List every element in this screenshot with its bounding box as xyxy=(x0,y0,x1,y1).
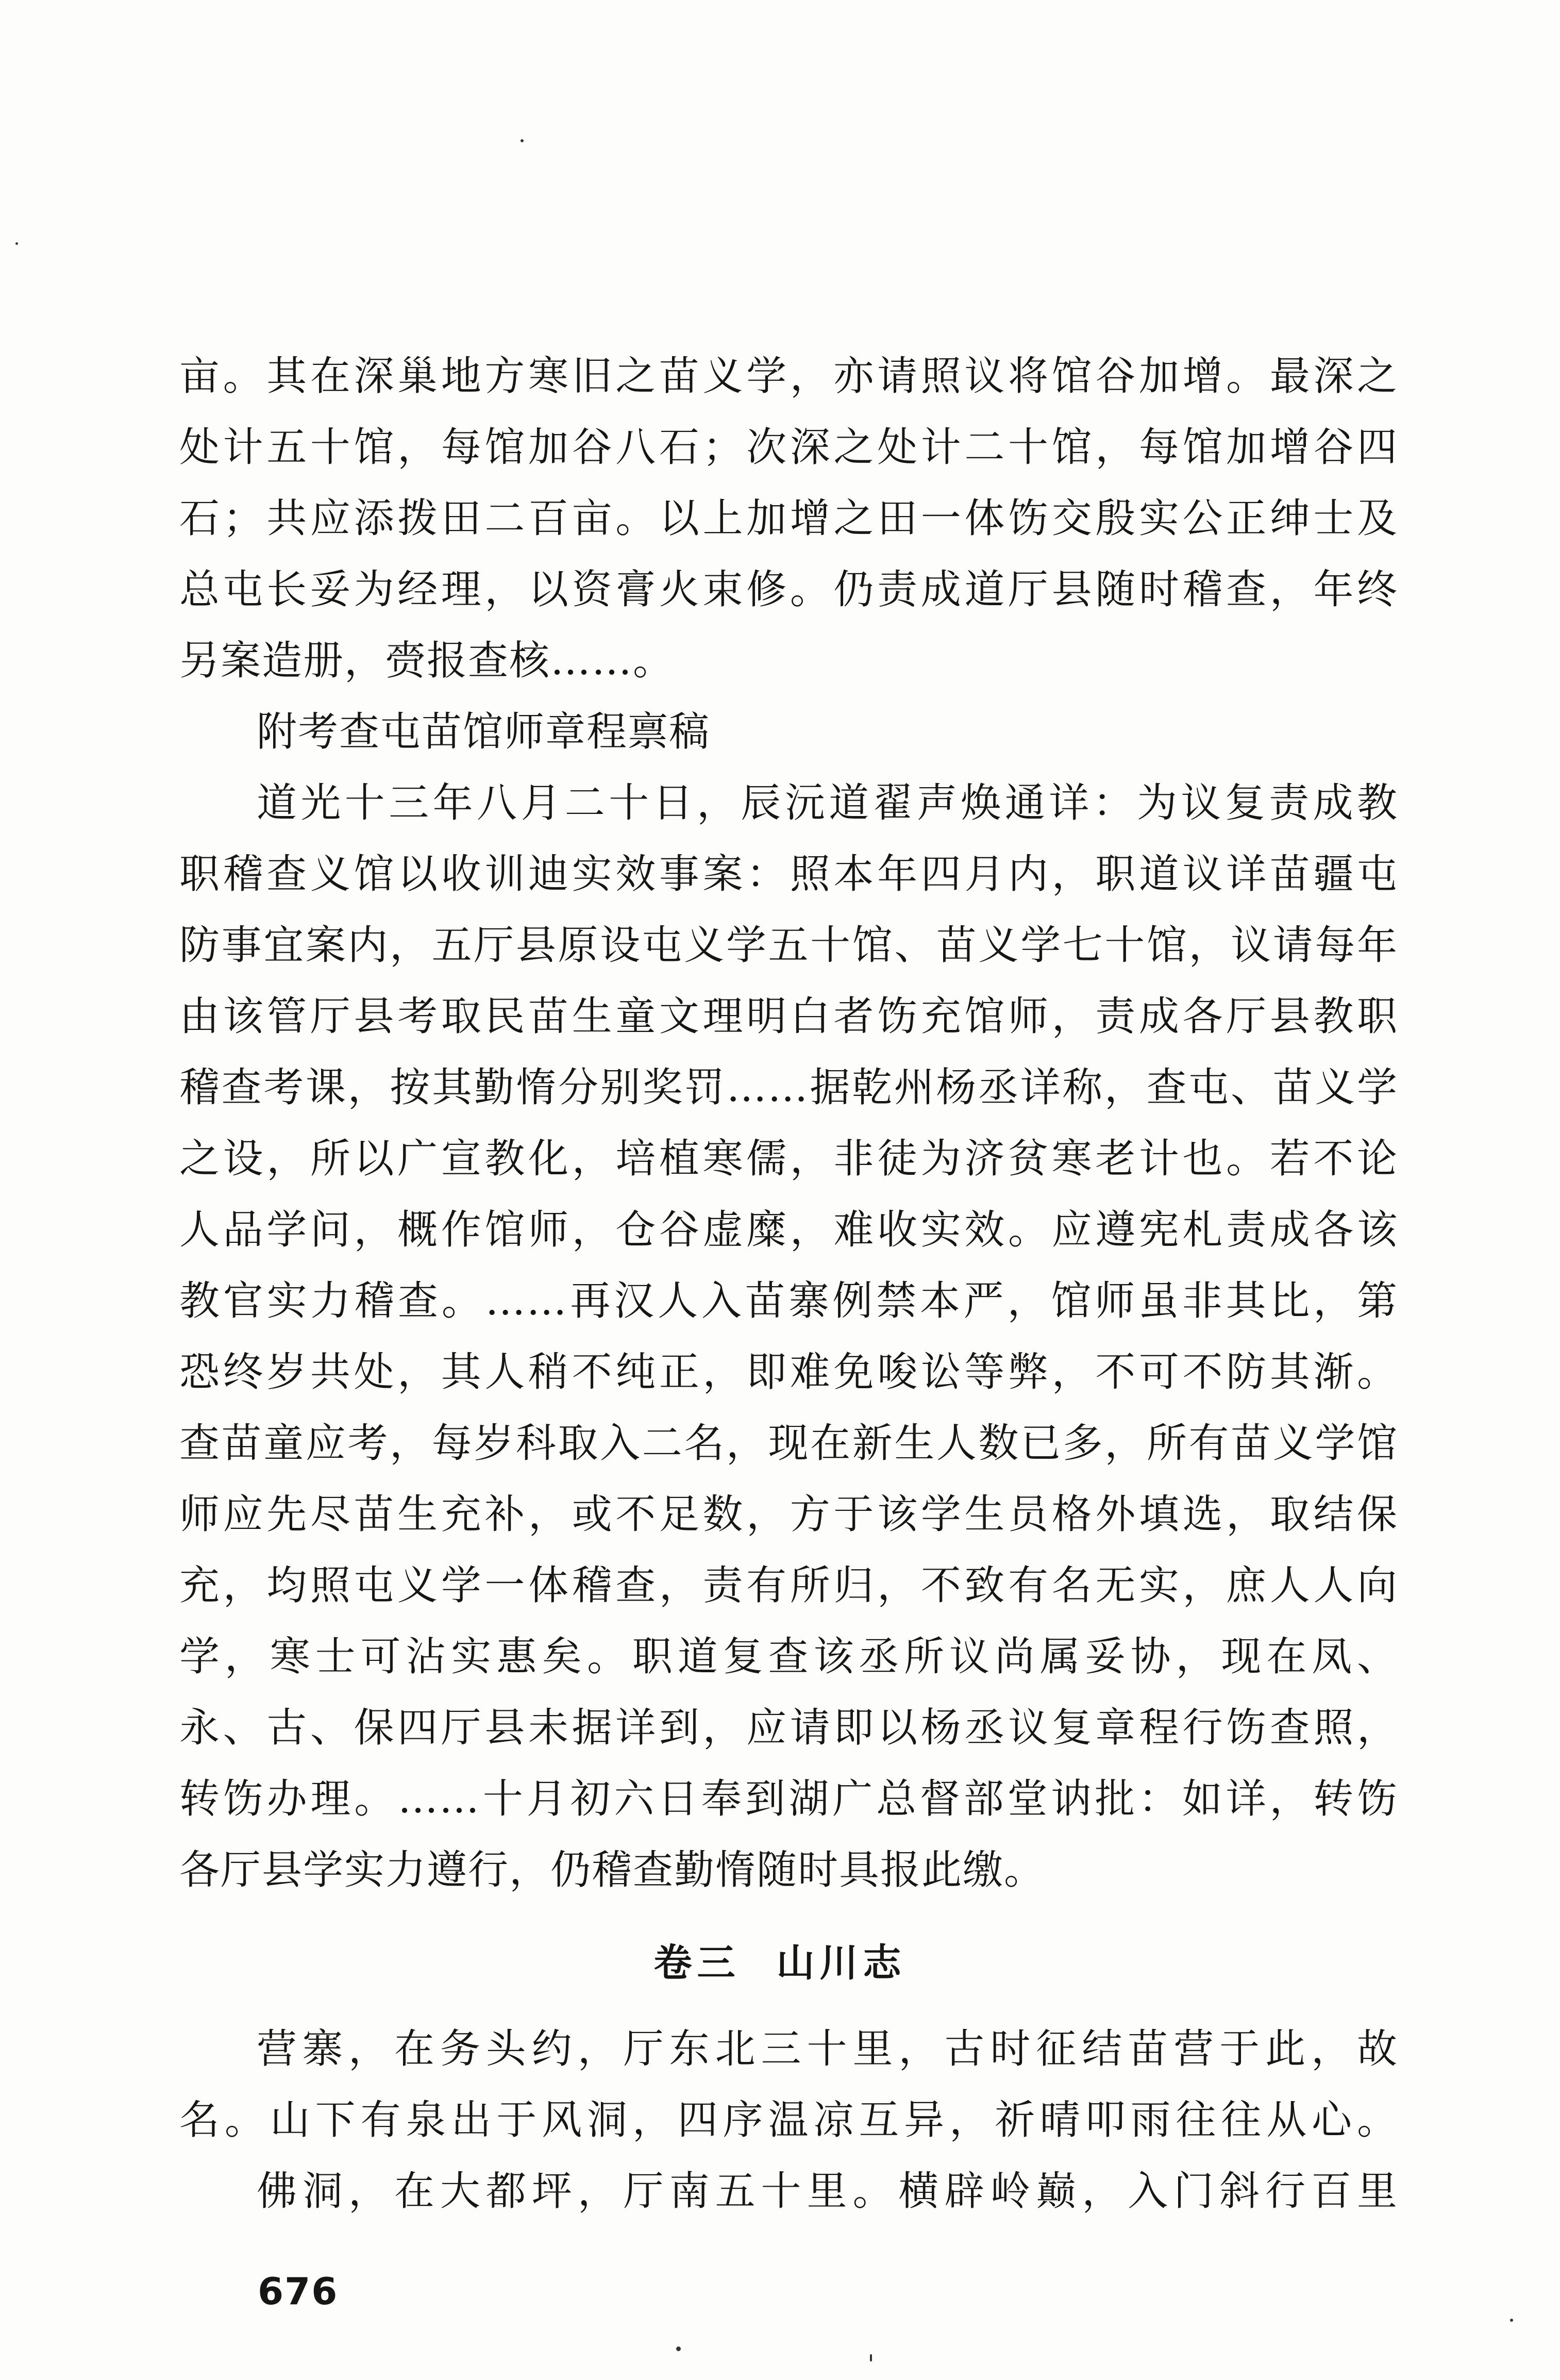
scan-speck xyxy=(676,2346,681,2351)
text-line: 亩。其在深巢地方寒旧之苗义学，亦请照议将馆谷加增。最深之 xyxy=(179,353,1398,400)
text-line: 处计五十馆，每馆加谷八石；次深之处计二十馆，每馆加增谷四 xyxy=(179,424,1398,471)
text-line: 之设，所以广宣教化，培植寒儒，非徒为济贫寒老计也。若不论 xyxy=(179,1136,1398,1182)
text-line: 人品学问，概作馆师，仓谷虚糜，难收实效。应遵宪札责成各该 xyxy=(179,1207,1398,1253)
scan-speck xyxy=(870,2354,872,2361)
scan-speck xyxy=(521,139,524,142)
text-line: 道光十三年八月二十日，辰沅道翟声焕通详：为议复责成教 xyxy=(257,780,1398,826)
text-line: 恐终岁共处，其人稍不纯正，即难免唆讼等弊，不可不防其渐。 xyxy=(179,1349,1398,1395)
section-heading xyxy=(0,1937,1560,1989)
subheading: 附考查屯苗馆师章程禀稿 xyxy=(257,709,711,755)
text-line: 营寨，在务头约，厅东北三十里，古时征结苗营于此，故 xyxy=(257,2026,1398,2072)
text-line: 各厅县学实力遵行，仍稽查勤惰随时具报此缴。 xyxy=(179,1847,1046,1893)
text-line: 由该管厅县考取民苗生童文理明白者饬充馆师，责成各厅县教职 xyxy=(179,993,1398,1040)
text-line: 永、古、保四厅县未据详到，应请即以杨丞议复章程行饬查照， xyxy=(179,1705,1398,1751)
text-line: 学，寒士可沾实惠矣。职道复查该丞所议尚属妥协，现在凤、 xyxy=(179,1634,1398,1680)
section-title: 山川志 xyxy=(776,1941,907,1985)
scan-speck xyxy=(15,242,18,245)
text-line: 查苗童应考，每岁科取入二名，现在新生人数已多，所有苗义学馆 xyxy=(179,1420,1398,1467)
page-number: 676 xyxy=(258,2270,339,2313)
section-volume: 卷三 xyxy=(653,1941,741,1985)
text-line: 教官实力稽查。……再汉人入苗寨例禁本严，馆师虽非其比，第 xyxy=(179,1278,1398,1324)
text-line: 名。山下有泉出于风洞，四序温凉互异，祈晴叩雨往往从心。 xyxy=(179,2097,1398,2143)
text-line: 另案造册，赍报查核……。 xyxy=(179,638,675,684)
text-line: 职稽查义馆以收训迪实效事案：照本年四月内，职道议详苗疆屯 xyxy=(179,851,1398,897)
text-line: 充，均照屯义学一体稽查，责有所归，不致有名无实，庶人人向 xyxy=(179,1562,1398,1609)
text-line: 转饬办理。……十月初六日奉到湖广总督部堂讷批：如详，转饬 xyxy=(179,1776,1398,1822)
text-line: 防事宜案内，五厅县原设屯义学五十馆、苗义学七十馆，议请每年 xyxy=(179,922,1398,969)
text-line: 石；共应添拨田二百亩。以上加增之田一体饬交殷实公正绅士及 xyxy=(179,495,1398,542)
text-line: 佛洞，在大都坪，厅南五十里。横辟岭巅，入门斜行百里 xyxy=(257,2168,1398,2215)
text-line: 总屯长妥为经理，以资膏火束修。仍责成道厅县随时稽查，年终 xyxy=(179,567,1398,613)
text-line: 师应先尽苗生充补，或不足数，方于该学生员格外填选，取结保 xyxy=(179,1491,1398,1538)
text-line: 稽查考课，按其勤惰分别奖罚……据乾州杨丞详称，查屯、苗义学 xyxy=(179,1064,1398,1111)
scan-speck xyxy=(1510,2319,1513,2322)
